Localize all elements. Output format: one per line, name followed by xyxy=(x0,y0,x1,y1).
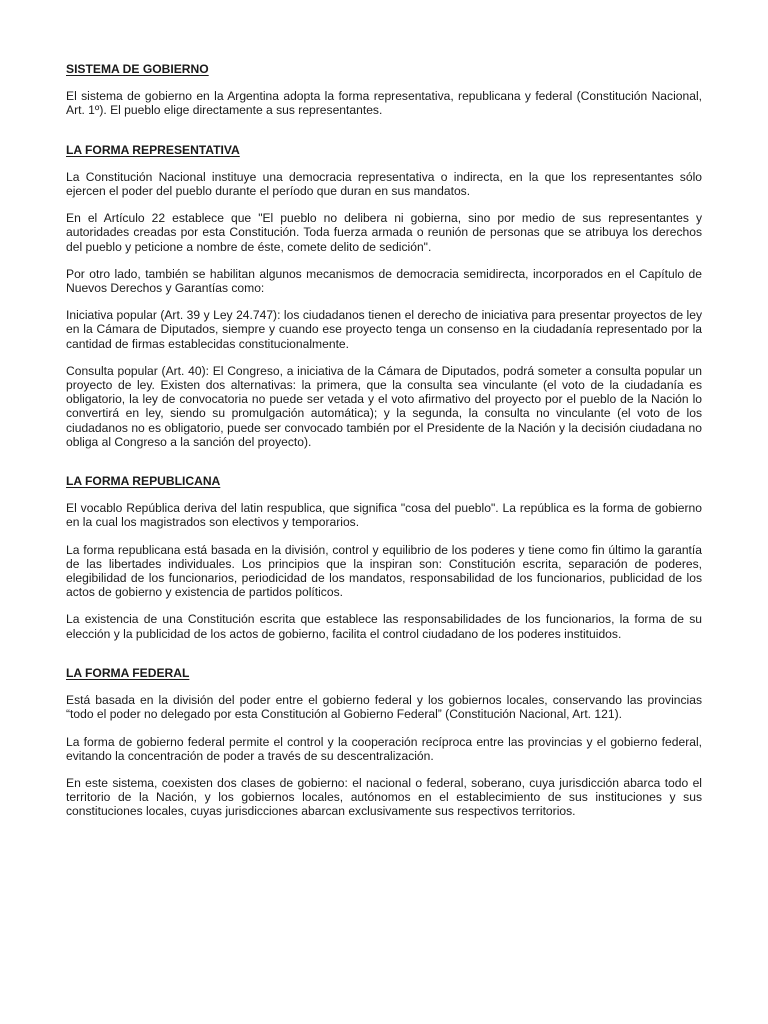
paragraph: La forma republicana está basada en la división, control y equilibrio de los poderes y tiene como fin último la garantía de las libertades individuales. Los principios que la inspiran son: Constitución escrita, separación de poderes, elegibilidad de los funcionarios, periodicidad de los mandatos, responsabilidad de los funcionarios, publicidad de los actos de gobierno y existencia de partidos políticos. xyxy=(66,542,702,600)
paragraph: El vocablo República deriva del latin respublica, que significa "cosa del pueblo". La república es la forma de gobierno en la cual los magistrados son electivos y temporarios. xyxy=(66,501,702,530)
paragraph: En el Artículo 22 establece que "El pueblo no delibera ni gobierna, sino por medio de sus representantes y autoridades creadas por esta Constitución. Toda fuerza armada o reunión de personas que se atribuya los derechos del pueblo y peticione a nombre de éste, comete delito de sedición". xyxy=(66,211,702,254)
paragraph: Por otro lado, también se habilitan algunos mecanismos de democracia semidirecta, incorporados en el Capítulo de Nuevos Derechos y Garantías como: xyxy=(66,266,702,296)
document-page xyxy=(66,62,702,832)
section-sistema-de-gobierno xyxy=(66,62,702,118)
section-heading: LA FORMA REPRESENTATIVA xyxy=(66,142,240,157)
section-heading: SISTEMA DE GOBIERNO xyxy=(66,62,209,76)
paragraph: Está basada en la división del poder entre el gobierno federal y los gobiernos locales, conservando las provincias “todo el poder no delegado por esta Constitución al Gobierno Federal” (Constitución Nacional, Art. 121). xyxy=(66,693,702,722)
paragraph: La existencia de una Constitución escrita que establece las responsabilidades de los funcionarios, la forma de su elección y la publicidad de los actos de gobierno, facilita el control ciudadano de los poderes instituidos. xyxy=(66,612,702,641)
paragraph: En este sistema, coexisten dos clases de gobierno: el nacional o federal, soberano, cuya jurisdicción abarca todo el territorio de la Nación, y los gobiernos locales, autónomos en el establecimiento de sus instituciones y sus constituciones locales, cuyas jurisdicciones abarcan exclusivamente sus respectivos territorios. xyxy=(66,775,702,819)
paragraph: Consulta popular (Art. 40): El Congreso, a iniciativa de la Cámara de Diputados, podrá someter a consulta popular un proyecto de ley. Existen dos alternativas: la primera, que la consulta sea vinculante (el voto de la ciudadanía es obligatorio, la ley de convocatoria no puede ser vetada y el voto afirmativo del proyecto por el pueblo de la Nación lo convertirá en ley, siendo su promulgación automática); y la segunda, la consulta no vinculante (el voto de los ciudadanos no es obligatorio, puede ser convocado también por el Presidente de la Nación y la decisión ciudadana no obliga al Congreso a la sanción del proyecto). xyxy=(66,363,702,449)
section-forma-representativa xyxy=(66,143,702,449)
section-forma-federal xyxy=(66,666,702,819)
section-forma-republicana xyxy=(66,474,702,641)
section-heading: LA FORMA FEDERAL xyxy=(66,665,190,680)
paragraph: Iniciativa popular (Art. 39 y Ley 24.747): los ciudadanos tienen el derecho de iniciativa para presentar proyectos de ley en la Cámara de Diputados, siempre y cuando ese proyecto tenga un consenso en la ciudadanía representado por la cantidad de firmas establecidas constitucionalmente. xyxy=(66,308,702,351)
paragraph: La Constitución Nacional instituye una democracia representativa o indirecta, en la que los representantes sólo ejercen el poder del pueblo durante el período que duran en sus mandatos. xyxy=(66,169,702,199)
section-heading: LA FORMA REPUBLICANA xyxy=(66,474,221,489)
paragraph: El sistema de gobierno en la Argentina adopta la forma representativa, republicana y federal (Constitución Nacional, Art. 1º). El pueblo elige directamente a sus representantes. xyxy=(66,89,702,118)
paragraph: La forma de gobierno federal permite el control y la cooperación recíproca entre las provincias y el gobierno federal, evitando la concentración de poder a través de su descentralización. xyxy=(66,734,702,763)
